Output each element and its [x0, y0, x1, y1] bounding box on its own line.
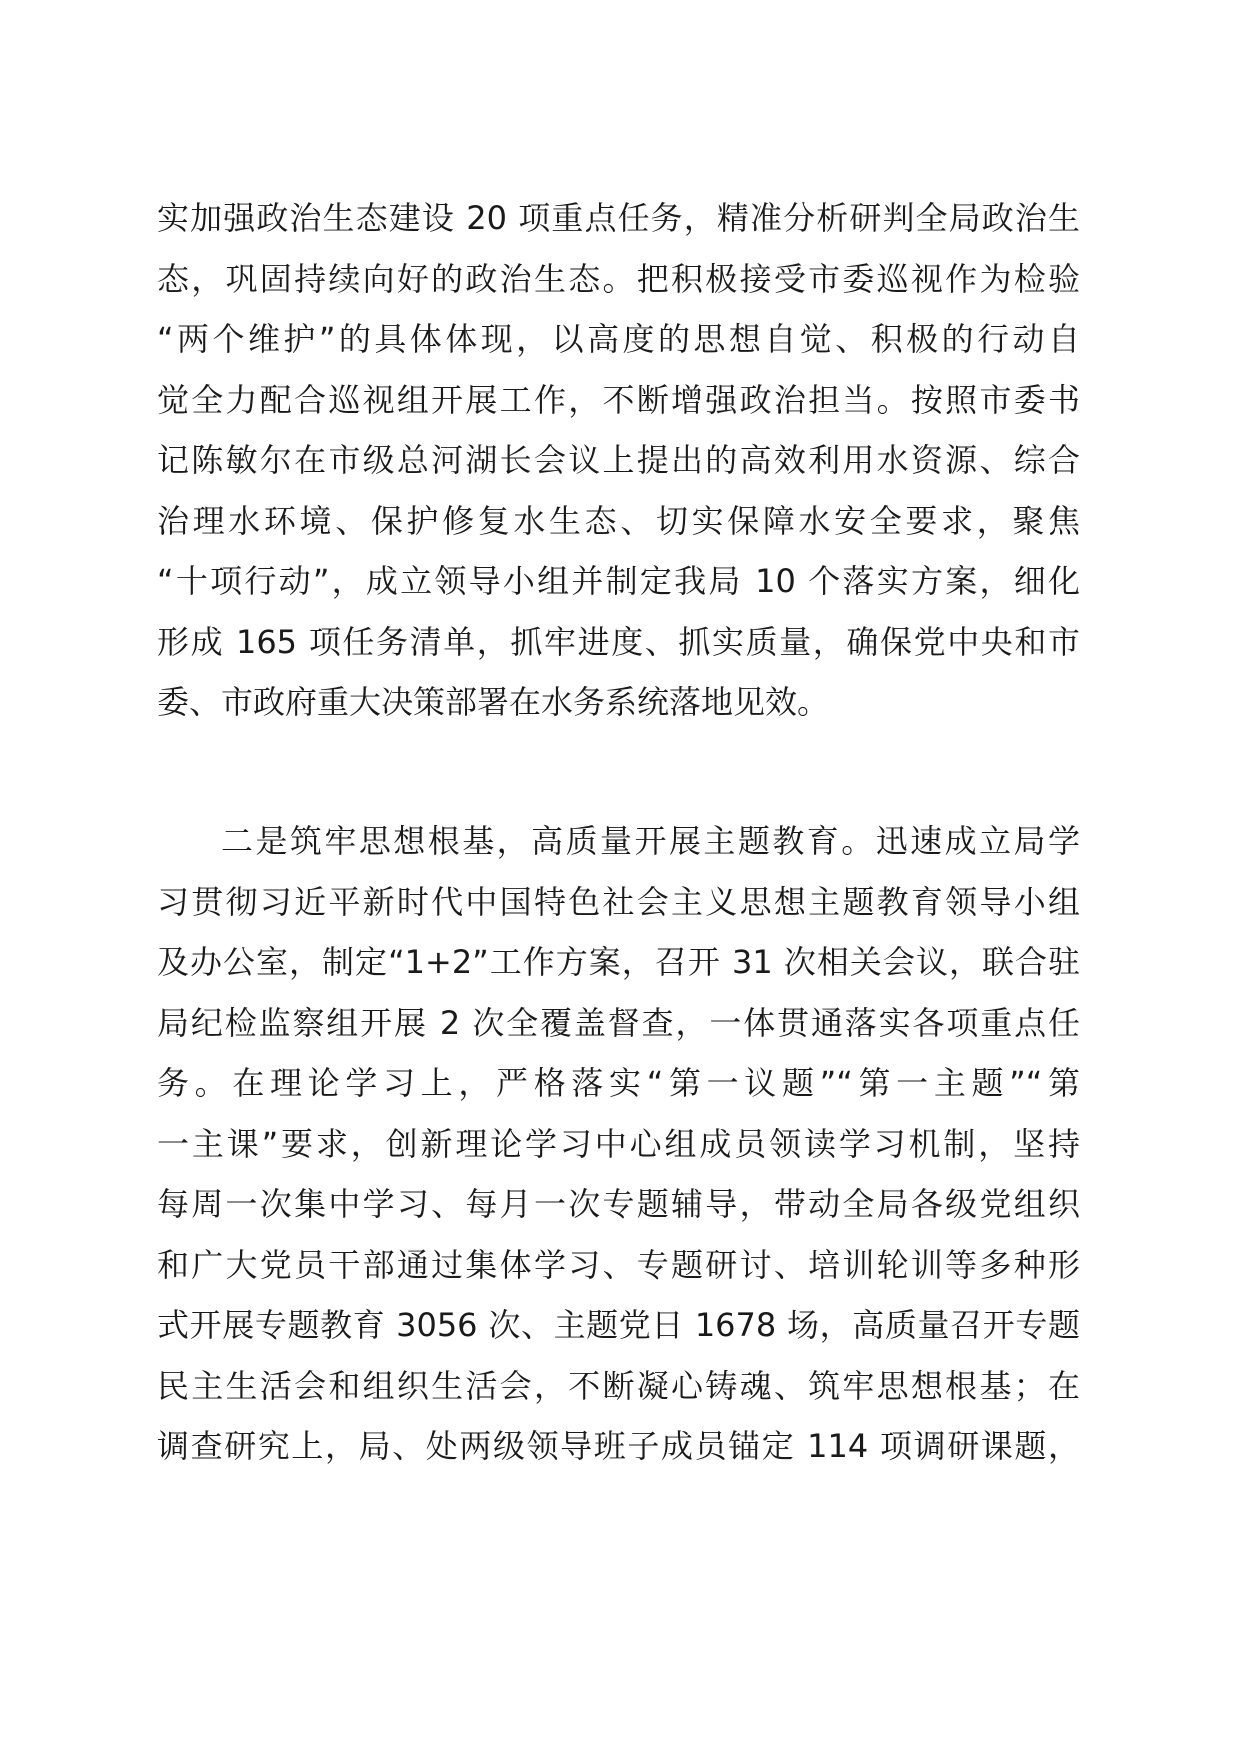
text-line: “两个维护”的具体体现，以高度的思想自觉、积极的行动自: [157, 320, 1080, 358]
text-line: 调查研究上，局、处两级领导班子成员锚定 114 项调研课题，: [157, 1427, 1080, 1465]
text-line: 每周一次集中学习、每月一次专题辅导，带动全局各级党组织: [157, 1185, 1080, 1223]
text-line: 觉全力配合巡视组开展工作，不断增强政治担当。按照市委书: [157, 380, 1080, 419]
paragraph-political-ecology: [157, 188, 1080, 733]
text-line: 局纪检监察组开展 2 次全覆盖督查，一体贯通落实各项重点任: [157, 1003, 1080, 1042]
text-line: 及办公室，制定“1+2”工作方案，召开 31 次相关会议，联合驻: [157, 943, 1080, 981]
text-line: 记陈敏尔在市级总河湖长会议上提出的高效利用水资源、综合: [157, 441, 1080, 479]
text-line: 民主生活会和组织生活会，不断凝心铸魂、筑牢思想根基；在: [157, 1366, 1080, 1405]
text-line: 实加强政治生态建设 20 项重点任务，精准分析研判全局政治生: [157, 199, 1080, 237]
paragraph-theme-education: [157, 811, 1080, 1477]
text-line: 委、市政府重大决策部署在水务系统落地见效。: [157, 683, 830, 721]
text-line: 态，巩固持续向好的政治生态。把积极接受市委巡视作为检验: [157, 259, 1080, 298]
text-line: 治理水环境、保护修复水生态、切实保障水安全要求，聚焦: [157, 501, 1080, 540]
text-line: 一主课”要求，创新理论学习中心组成员领读学习机制，坚持: [157, 1124, 1080, 1163]
text-line: 和广大党员干部通过集体学习、专题研讨、培训轮训等多种形: [157, 1245, 1080, 1284]
text-line: 形成 165 项任务清单，抓牢进度、抓实质量，确保党中央和市: [157, 622, 1080, 661]
text-line: 二是筑牢思想根基，高质量开展主题教育。迅速成立局学: [221, 822, 1080, 860]
text-line: “十项行动”，成立领导小组并制定我局 10 个落实方案，细化: [157, 562, 1080, 600]
text-line: 习贯彻习近平新时代中国特色社会主义思想主题教育领导小组: [157, 882, 1080, 921]
text-line: 式开展专题教育 3056 次、主题党日 1678 场，高质量召开专题: [157, 1306, 1080, 1344]
text-line: 务。在理论学习上，严格落实“第一议题”“第一主题”“第: [157, 1064, 1080, 1102]
